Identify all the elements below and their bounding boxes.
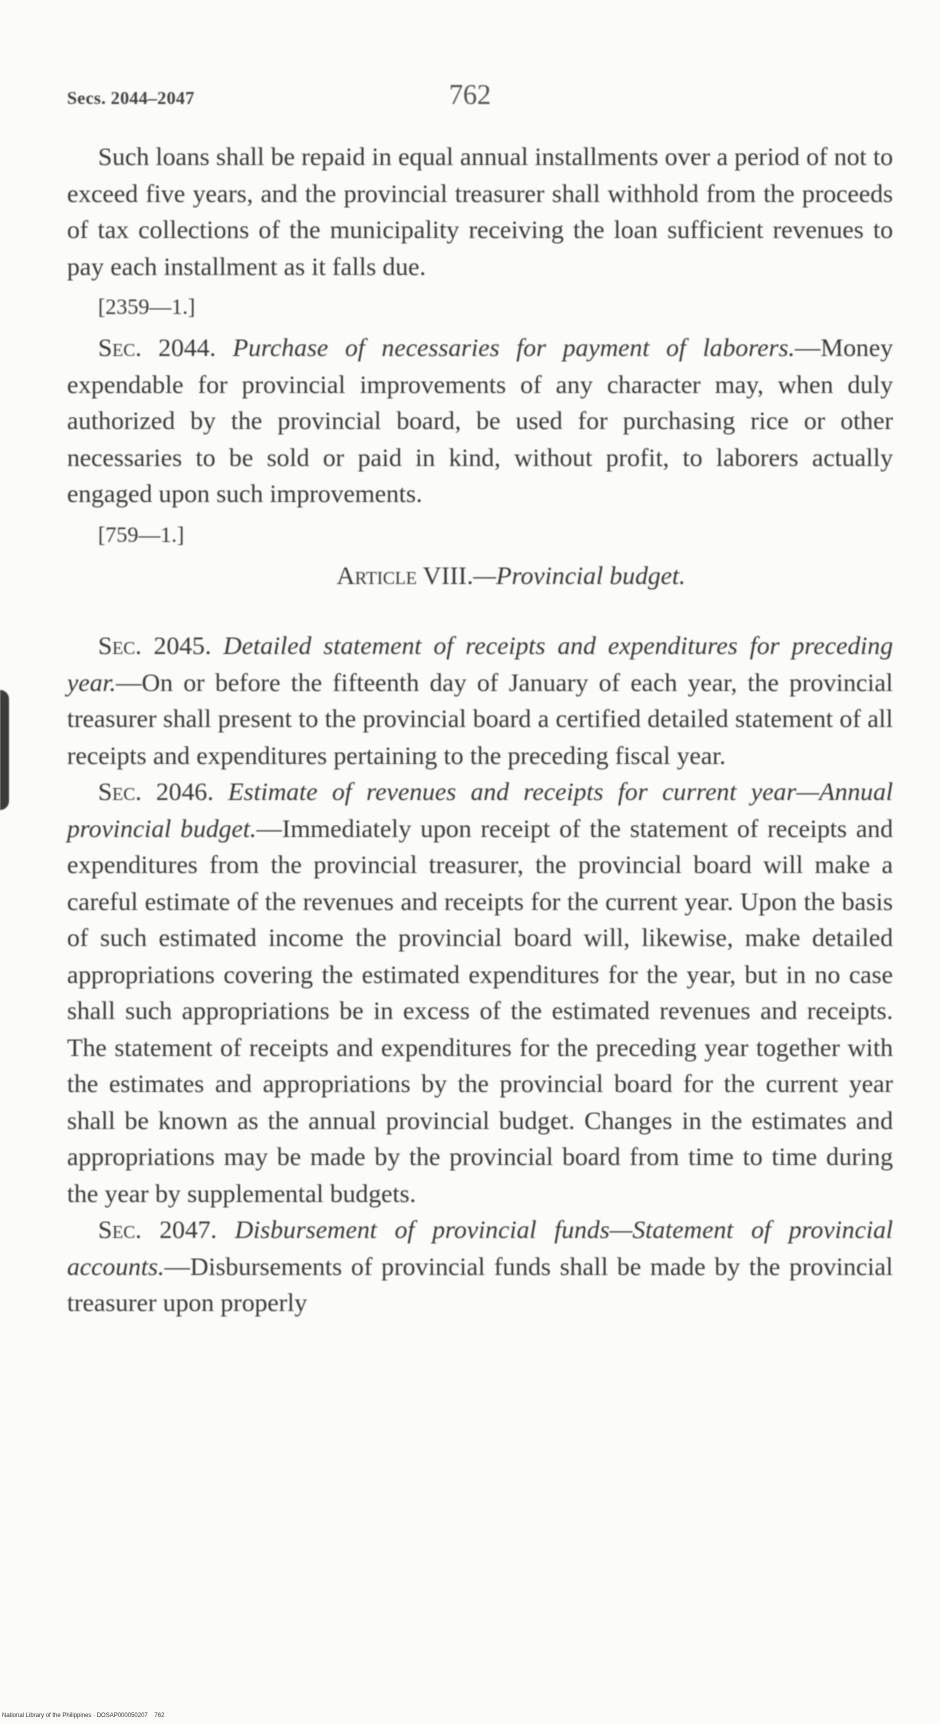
section-label: Sec. 2046. bbox=[98, 777, 214, 806]
section-2047 bbox=[67, 1212, 893, 1322]
section-body: —On or before the fifteenth day of January of each year, the provincial treasurer shall present to the provincial board a certified detailed statement of all receipts and expenditures pertaining to the preceding fiscal year. bbox=[67, 667, 893, 770]
section-title: Disbursement of provincial funds—Statement of provincial accounts. bbox=[67, 1215, 893, 1281]
article-title: —Provincial budget. bbox=[473, 560, 686, 590]
section-label: Sec. 2045. bbox=[98, 631, 212, 660]
paragraph-intro: Such loans shall be repaid in equal annual installments over a period of not to exceed five years, and the provincial treasurer shall withhold from the proceeds of tax collections of the municipality receiving the loan sufficient revenues to pay each installment as it falls due. bbox=[67, 142, 893, 281]
article-label: Article VIII. bbox=[336, 560, 474, 590]
page-number: 762 bbox=[449, 80, 491, 111]
body-text bbox=[67, 139, 893, 1322]
section-2046 bbox=[67, 774, 893, 1212]
citation: [759—1.] bbox=[98, 521, 185, 547]
section-2045 bbox=[67, 628, 893, 774]
section-range: Secs. 2044–2047 bbox=[67, 88, 195, 108]
section-label: Sec. 2044. bbox=[98, 333, 216, 362]
scan-edge-shadow bbox=[0, 690, 9, 810]
section-body: —Money expendable for provincial improvements of any character may, when duly authorized by the provincial board, be used for purchasing rice or other necessaries to be sold or paid in kind, without profit, to laborers actually engaged upon such improvements. bbox=[67, 333, 893, 508]
article-heading bbox=[67, 558, 893, 595]
citation: [2359—1.] bbox=[98, 294, 196, 319]
section-body: —Immediately upon receipt of the statement of receipts and expenditures from the provincial treasurer, the provincial board will make a careful estimate of the revenues and receipts for the current year. Upon the basis of such estimated income the provincial board will, likewise, make detailed appropriations covering the estimated expenditures for the year, but in no case shall such appropriations be in excess of the estimated revenues and receipts. The statement of receipts and expenditures for the preceding year together with the estimates and appropriations by the provincial board for the current year shall be known as the annual provincial budget. Changes in the estimates and appropriations may be made by the provincial board from time to time during the year by supplemental budgets. bbox=[67, 813, 893, 1208]
section-title: Detailed statement of receipts and expenditures for preceding year. bbox=[67, 631, 893, 697]
page-header bbox=[67, 80, 893, 120]
section-title: Purchase of necessaries for payment of laborers. bbox=[232, 333, 795, 362]
library-credit: National Library of the Philippines · DOSAP000050207 762 bbox=[2, 1713, 165, 1719]
section-title: Estimate of revenues and receipts for current year—Annual provincial budget. bbox=[67, 777, 894, 843]
section-label: Sec. 2047. bbox=[98, 1215, 217, 1244]
section-body: —Disbursements of provincial funds shall be made by the provincial treasurer upon properly bbox=[67, 1251, 893, 1317]
section-2044 bbox=[67, 330, 893, 513]
